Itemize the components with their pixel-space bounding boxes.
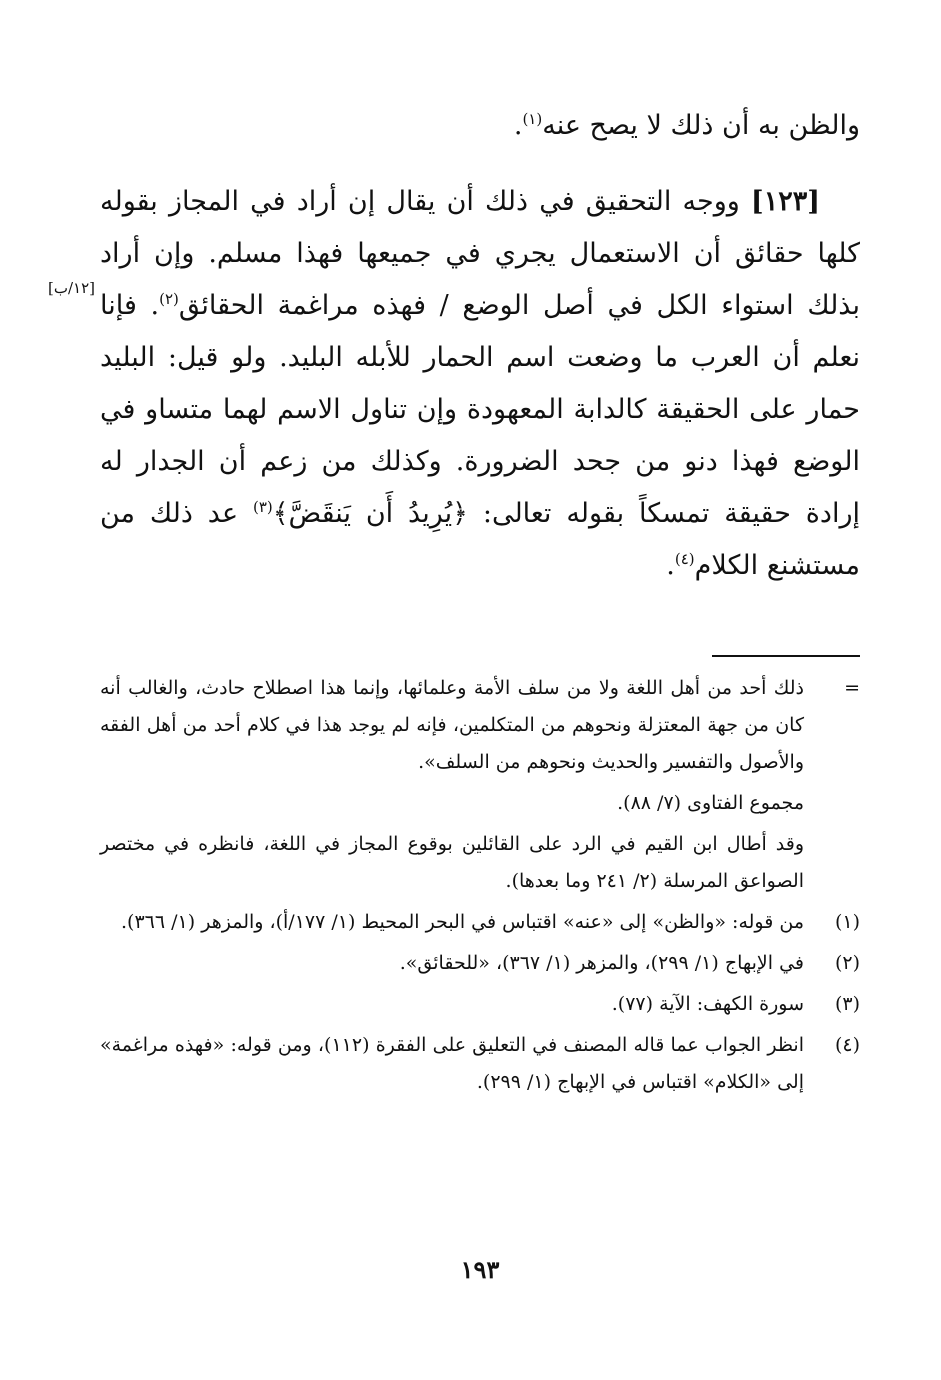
footnote-text: من قوله: «والظن» إلى «عنه» اقتباس في البحر المحيط (١/ ١٧٧/أ)، والمزهر (١/ ٣٦٦). — [121, 911, 804, 933]
continuation-marker: = — [844, 677, 860, 699]
manuscript-folio-note: [١٢/ب] — [48, 279, 96, 297]
footnotes — [100, 670, 860, 1105]
footnote-continuation-citation: مجموع الفتاوى (٧/ ٨٨). — [617, 792, 804, 814]
opening-line-text: والظن به أن ذلك لا يصح عنه — [542, 110, 860, 141]
continuation-text-1: ذلك أحد من أهل اللغة ولا من سلف الأمة وعلمائها، وإنما هذا اصطلاح حادث، والغالب أنه كان من جهة المعتزلة ونحوهم من المتكلمين، فإنه لم يوجد هذا في كلام أحد من أهل الفقه والأصول والتفسير والحديث ونحوهم من السلف». — [100, 677, 804, 773]
paragraph-number: [١٢٣] — [750, 186, 820, 217]
footnote-marker: (٢) — [834, 952, 860, 974]
opening-line-end: . — [513, 110, 523, 141]
paragraph-end: . — [666, 550, 675, 581]
footnote-text: سورة الكهف: الآية (٧٧). — [611, 993, 804, 1015]
footnote-1 — [100, 904, 860, 941]
main-text — [48, 100, 860, 592]
opening-line — [100, 100, 860, 152]
paragraph-text-2: . فإنا نعلم أن العرب ما وضعت اسم الحمار للأبله البليد. ولو قيل: البليد حمار على الحقيقة كالدابة المعهودة وإن تناول الاسم لهما متساو في الوضع فهذا دنو من جحد الضرورة. وكذلك من زعم أن الجدار له إرادة حقيقة تمسكاً بقوله تعالى: — [100, 290, 860, 529]
footnote-4 — [100, 1027, 860, 1101]
paragraph-text-1: ووجه التحقيق في ذلك أن يقال إن أراد في المجاز بقوله كلها حقائق أن الاستعمال يجري في جميعها فهذا مسلم. وإن أراد بذلك استواء الكل في أصل الوضع / فهذه مراغمة الحقائق — [100, 186, 860, 321]
footnote-marker: (٤) — [834, 1034, 860, 1056]
footnote-separator — [712, 655, 860, 657]
footnote-ref-2: (٢) — [159, 290, 179, 308]
footnote-2 — [100, 945, 860, 982]
footnote-text: في الإبهاج (١/ ٢٩٩)، والمزهر (١/ ٣٦٧)، «للحقائق». — [399, 952, 804, 974]
footnote-ref-4: (٤) — [674, 550, 695, 568]
paragraph-text-3: عد ذلك من مستشنع الكلام — [100, 498, 860, 581]
paragraph-123 — [48, 176, 860, 592]
quran-verse: ﴿يُرِيدُ أَن يَنقَضَّ﴾ — [272, 498, 468, 529]
footnote-continuation-extra: وقد أطال ابن القيم في الرد على القائلين بوقوع المجاز في اللغة، فانظره في مختصر الصواعق المرسلة (٢/ ٢٤١ وما بعدها). — [100, 833, 804, 892]
paragraph-body — [100, 176, 860, 592]
footnote-continuation — [100, 670, 860, 781]
footnote-ref-3: (٣) — [252, 498, 273, 516]
page-number: ١٩٣ — [460, 1255, 500, 1284]
footnote-ref-1: (١) — [522, 110, 543, 128]
footnote-text: انظر الجواب عما قاله المصنف في التعليق على الفقرة (١١٢)، ومن قوله: «فهذه مراغمة» إلى «الكلام» اقتباس في الإبهاج (١/ ٢٩٩). — [100, 1034, 804, 1093]
footnote-marker: (٣) — [834, 993, 860, 1015]
book-page — [48, 100, 860, 1320]
footnote-3 — [100, 986, 860, 1023]
footnote-marker: (١) — [834, 911, 860, 933]
